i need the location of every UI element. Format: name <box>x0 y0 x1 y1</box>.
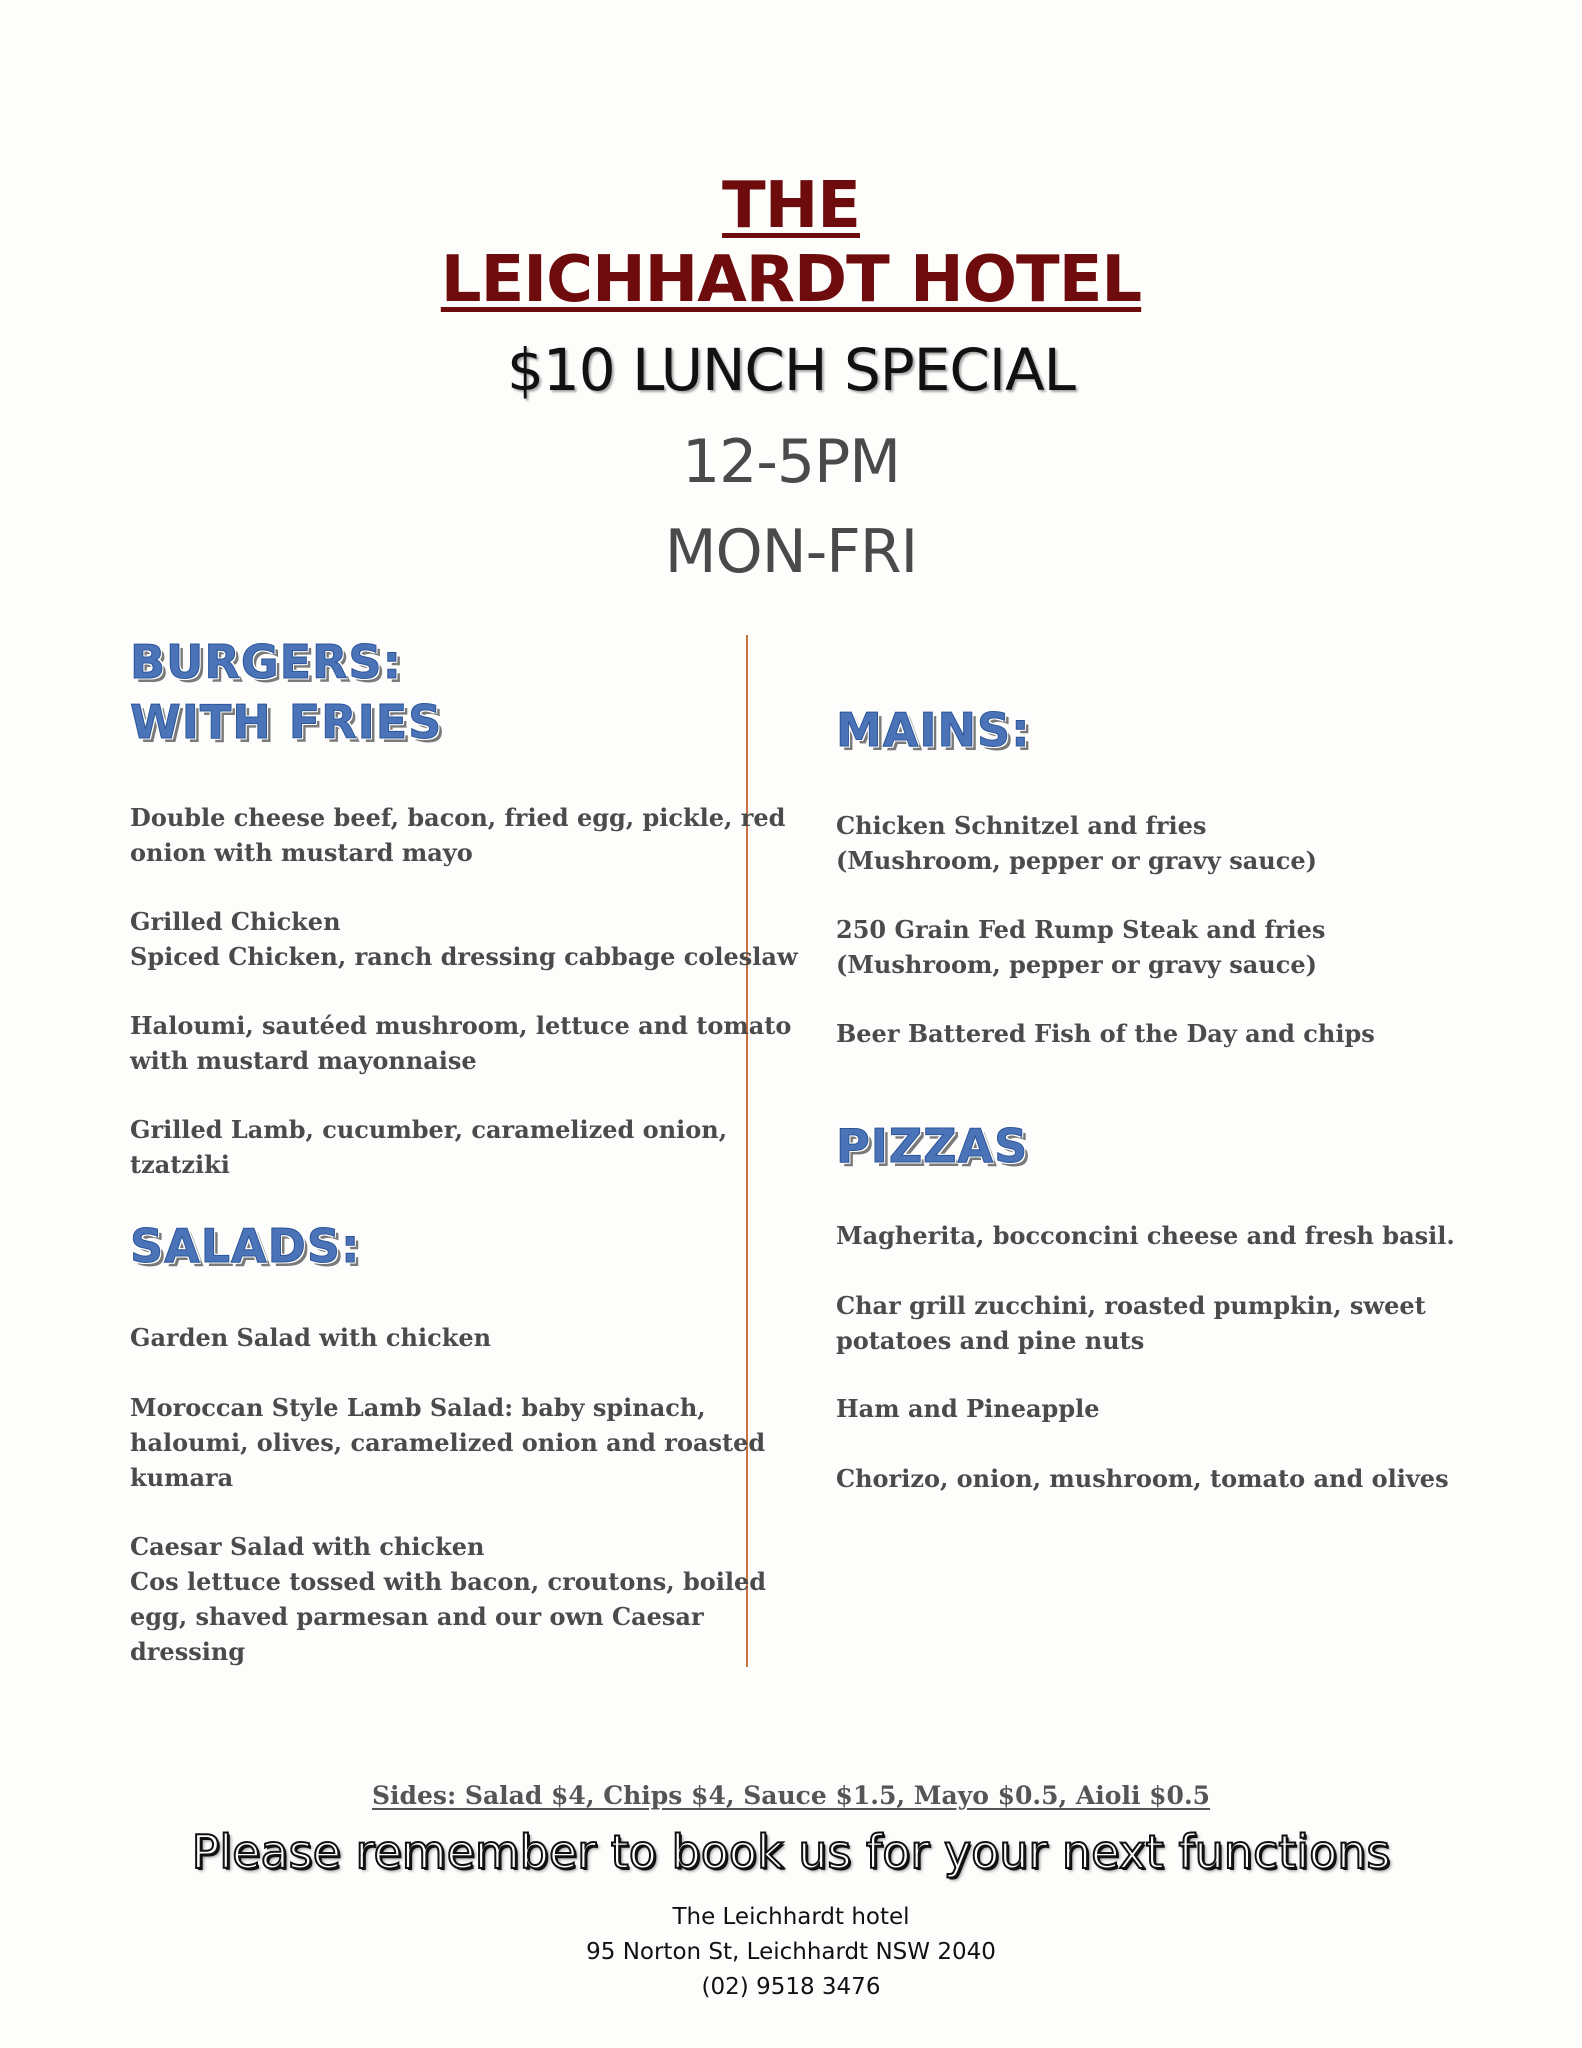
salads-heading: SALADS: <box>130 1219 361 1273</box>
address-street: 95 Norton St, Leichhardt NSW 2040 <box>586 1939 996 1965</box>
hotel-title-line1: THE <box>722 169 860 243</box>
item-line: onion with mustard mayo <box>130 838 473 867</box>
item-line: Caesar Salad with chicken <box>130 1532 485 1561</box>
menu-header <box>0 169 1582 587</box>
item-line: potatoes and pine nuts <box>836 1326 1145 1355</box>
item-line: (Mushroom, pepper or gravy sauce) <box>836 950 1317 979</box>
lunch-special-subtitle: $10 LUNCH SPECIAL <box>507 336 1075 404</box>
burger-item-1 <box>130 800 785 870</box>
item-line: Chicken Schnitzel and fries <box>836 811 1207 840</box>
item-line: Garden Salad with chicken <box>130 1323 492 1352</box>
mains-heading: MAINS: <box>836 703 1031 757</box>
burger-item-3 <box>130 1008 791 1078</box>
booking-reminder: Please remember to book us for your next functions <box>191 1825 1391 1879</box>
item-line: (Mushroom, pepper or gravy sauce) <box>836 846 1317 875</box>
burger-item-4 <box>130 1112 727 1182</box>
item-line: kumara <box>130 1463 234 1492</box>
main-item-1 <box>836 808 1317 878</box>
sides-pricing: Sides: Salad $4, Chips $4, Sauce $1.5, Mayo $0.5, Aioli $0.5 <box>371 1781 1211 1810</box>
item-line: egg, shaved parmesan and our own Caesar <box>130 1602 704 1631</box>
main-item-2 <box>836 912 1325 982</box>
phone-number: (02) 9518 3476 <box>701 1974 881 2000</box>
hotel-title-line2: LEICHHARDT HOTEL <box>440 243 1142 317</box>
item-line: Magherita, bocconcini cheese and fresh basil. <box>836 1221 1455 1250</box>
item-line: Spiced Chicken, ranch dressing cabbage coleslaw <box>130 942 798 971</box>
pizza-item-1 <box>836 1218 1455 1253</box>
salad-item-3 <box>130 1529 766 1669</box>
item-line: tzatziki <box>130 1150 230 1179</box>
burgers-heading-line2: WITH FRIES <box>130 695 443 749</box>
item-line: Grilled Lamb, cucumber, caramelized onion, <box>130 1115 728 1144</box>
item-line: with mustard mayonnaise <box>130 1046 477 1075</box>
burger-item-2 <box>130 904 798 974</box>
burgers-heading-line1: BURGERS: <box>130 635 402 689</box>
pizza-item-2 <box>836 1288 1426 1358</box>
hotel-address <box>0 1900 1582 2005</box>
burgers-heading <box>130 632 442 752</box>
item-line: Ham and Pineapple <box>836 1394 1100 1423</box>
pizza-item-3 <box>836 1391 1100 1426</box>
salad-item-1 <box>130 1320 491 1355</box>
column-divider <box>746 635 748 1667</box>
salad-item-2 <box>130 1390 765 1495</box>
pizzas-heading: PIZZAS <box>836 1119 1029 1173</box>
item-line: Char grill zucchini, roasted pumpkin, sweet <box>836 1291 1426 1320</box>
item-line: Cos lettuce tossed with bacon, croutons, boiled <box>130 1567 767 1596</box>
item-line: Moroccan Style Lamb Salad: baby spinach, <box>130 1393 706 1422</box>
item-line: 250 Grain Fed Rump Steak and fries <box>836 915 1326 944</box>
hours-text: 12-5PM <box>681 427 901 497</box>
item-line: dressing <box>130 1637 246 1666</box>
item-line: Double cheese beef, bacon, fried egg, pickle, red <box>130 803 786 832</box>
item-line: Grilled Chicken <box>130 907 341 936</box>
main-item-3 <box>836 1016 1375 1051</box>
pizza-item-4 <box>836 1461 1449 1496</box>
item-line: Haloumi, sautéed mushroom, lettuce and tomato <box>130 1011 792 1040</box>
item-line: Beer Battered Fish of the Day and chips <box>836 1019 1375 1048</box>
days-text: MON-FRI <box>664 517 918 587</box>
item-line: haloumi, olives, caramelized onion and roasted <box>130 1428 766 1457</box>
item-line: Chorizo, onion, mushroom, tomato and olives <box>836 1464 1449 1493</box>
address-name: The Leichhardt hotel <box>672 1904 910 1930</box>
